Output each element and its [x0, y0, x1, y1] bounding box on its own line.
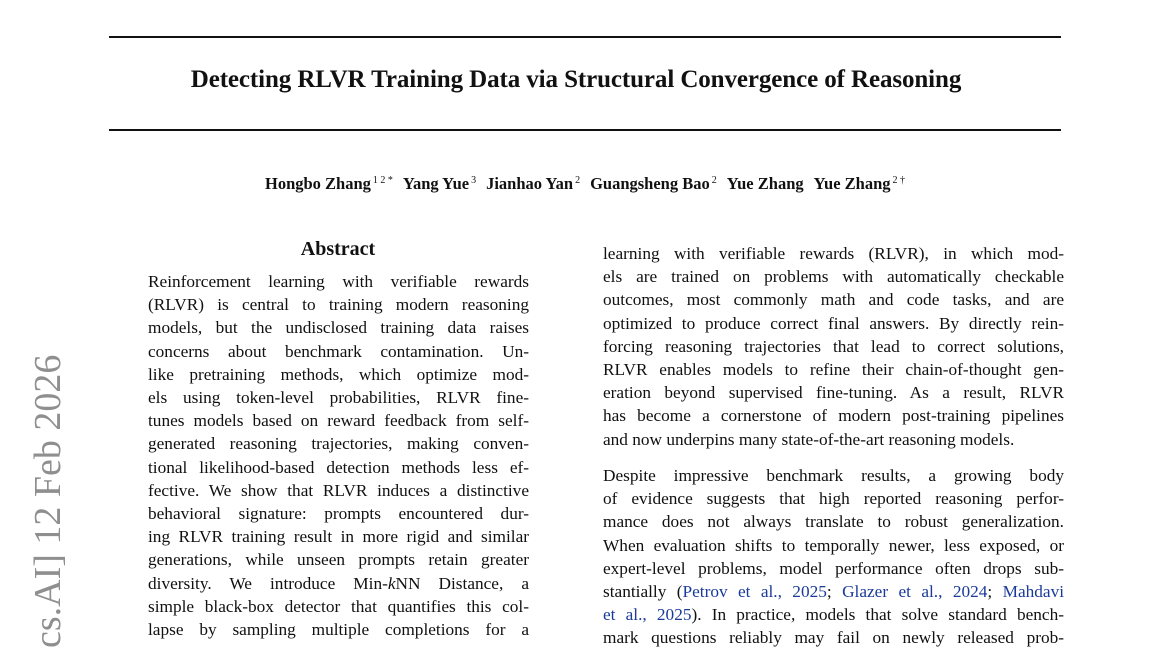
- text-line: behavioral signature: prompts encountered dur-: [148, 504, 529, 524]
- text-line: eration beyond supervised fine-tuning. As a result, RLVR: [603, 383, 1064, 403]
- text-line: ing RLVR training result in more rigid and similar: [148, 527, 529, 547]
- author-affiliation-mark: 2 †: [892, 175, 906, 186]
- citation-link-mahdavi[interactable]: Mahdavi: [1002, 582, 1065, 602]
- author-affiliation-mark: 3: [471, 175, 477, 186]
- intro-paragraph-1: [603, 242, 1064, 451]
- author-name: Jianhao Yan $^2$: [486, 174, 581, 193]
- author-affiliation-mark: 1 2 *: [372, 175, 393, 186]
- text-line: tunes models based on reward feedback from self-: [148, 411, 529, 431]
- author-name: Yang Yue $^3$: [402, 174, 477, 193]
- text-line: fective. We show that RLVR induces a distinctive: [148, 480, 529, 500]
- author-name: Yue Zhang: [726, 174, 804, 193]
- text-line: expert-level problems, model performance often drops sub-: [603, 558, 1064, 578]
- text-line: optimized to produce correct final answers. By directly rein-: [603, 313, 1064, 333]
- intro-paragraph-2: [603, 464, 1064, 650]
- text-line: diversity. We introduce Min-kNN Distance, a: [148, 573, 529, 593]
- arxiv-stamp: cs.AI] 12 Feb 2026: [27, 354, 69, 648]
- text-line: has become a cornerstone of modern post-training pipelines: [603, 406, 1064, 426]
- text-line: simple black-box detector that quantifies this col-: [148, 596, 529, 616]
- text-line: like pretraining methods, which optimize mod-: [148, 364, 529, 384]
- text-line: and now underpins many state-of-the-art reasoning models.: [603, 429, 1015, 449]
- text-line: lapse by sampling multiple completions for a: [148, 620, 529, 640]
- text-line: outcomes, most commonly math and code tasks, and are: [603, 290, 1064, 310]
- citation-line: stantially (Petrov et al., 2025; Glazer et al., 2024; Mahdavi: [603, 582, 1065, 602]
- author-name: Guangsheng Bao $^2$: [590, 174, 717, 193]
- text-line: forcing reasoning trajectories that lead to correct solutions,: [603, 336, 1064, 356]
- title-rule-bottom: [109, 129, 1061, 131]
- text-line: Despite impressive benchmark results, a growing body: [603, 466, 1064, 485]
- author-list: [0, 174, 1152, 194]
- citation-link-mahdavi-cont[interactable]: et al., 2025: [603, 605, 692, 625]
- author-name: Yue Zhang $^{2 \dagger}$: [813, 174, 906, 193]
- text-line: RLVR enables models to refine their chain-of-thought gen-: [603, 360, 1064, 380]
- text-line: of evidence suggests that high reported reasoning perfor-: [603, 489, 1064, 509]
- citation-link-glazer[interactable]: Glazer et al., 2024: [842, 582, 988, 602]
- abstract-heading: Abstract: [300, 238, 376, 260]
- text-line: generated reasoning trajectories, making conven-: [148, 434, 529, 454]
- text-line: learning with verifiable rewards (RLVR), in which mod-: [603, 244, 1064, 263]
- text-line: mark questions reliably may fail on newly released prob-: [603, 628, 1064, 648]
- text-line: When evaluation shifts to temporally newer, less exposed, or: [603, 535, 1064, 555]
- author-name: Hongbo Zhang $^{1 2 *}$: [264, 174, 393, 193]
- text-line: Reinforcement learning with verifiable rewards: [148, 272, 529, 291]
- author-affiliation-mark: 2: [711, 175, 717, 186]
- author-affiliation-mark: 2: [575, 175, 581, 186]
- text-line: (RLVR) is central to training modern reasoning: [148, 295, 529, 315]
- citation-link-petrov[interactable]: Petrov et al., 2025: [682, 582, 827, 602]
- title-rule-top: [109, 36, 1061, 38]
- text-line: models, but the undisclosed training data raises: [148, 318, 529, 338]
- abstract-body: [148, 270, 529, 641]
- text-line: els are trained on problems with automatically checkable: [603, 267, 1064, 287]
- text-line: mance does not always translate to robust generalization.: [603, 512, 1064, 532]
- text-line: els using token-level probabilities, RLVR fine-: [148, 388, 529, 408]
- text-line: tional likelihood-based detection methods less ef-: [148, 457, 529, 477]
- paper-title: Detecting RLVR Training Data via Structural Convergence of Reasoning: [190, 66, 962, 93]
- citation-line: et al., 2025). In practice, models that solve standard bench-: [603, 605, 1064, 625]
- text-line: generations, while unseen prompts retain greater: [148, 550, 529, 570]
- text-line: concerns about benchmark contamination. Un-: [148, 341, 529, 361]
